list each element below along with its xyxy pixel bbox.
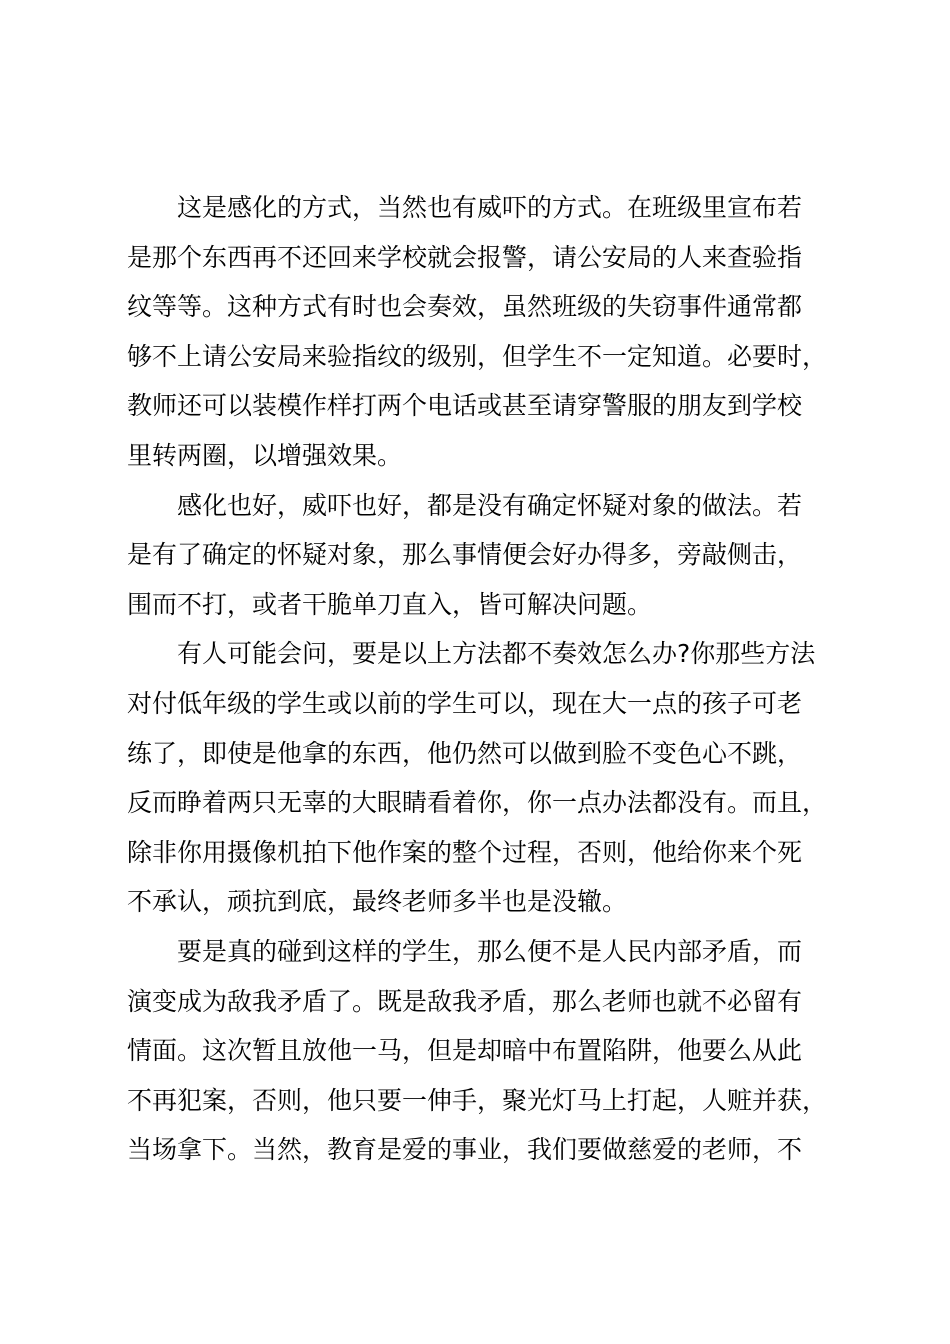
text-line: 有人可能会问，要是以上方法都不奏效怎么办?你那些方法 [127, 639, 816, 669]
text-line: 不再犯案，否则，他只要一伸手，聚光灯马上打起，人赃并获， [127, 1085, 828, 1115]
text-line: 纹等等。这种方式有时也会奏效，虽然班级的失窃事件通常都 [127, 292, 803, 322]
paragraph [127, 481, 847, 630]
text-line: 是那个东西再不还回来学校就会报警，请公安局的人来查验指 [127, 242, 803, 272]
paragraph [127, 927, 847, 1175]
text-line: 不承认，顽抗到底，最终老师多半也是没辙。 [127, 887, 628, 917]
text-line: 这是感化的方式，当然也有威吓的方式。在班级里宣布若 [127, 193, 803, 222]
text-line: 除非你用摄像机拍下他作案的整个过程，否则，他给你来个死 [127, 837, 803, 867]
text-line: 要是真的碰到这样的学生，那么便不是人民内部矛盾，而 [127, 936, 803, 966]
text-line: 当场拿下。当然，教育是爱的事业，我们要做慈爱的老师，不 [127, 1135, 803, 1165]
text-line: 演变成为敌我矛盾了。既是敌我矛盾，那么老师也就不必留有 [127, 986, 803, 1016]
text-line: 围而不打，或者干脆单刀直入，皆可解决问题。 [127, 589, 653, 619]
paragraph [127, 183, 847, 481]
text-line: 教师还可以装模作样打两个电话或甚至请穿警服的朋友到学校 [127, 391, 803, 421]
text-line: 反而睁着两只无辜的大眼睛看着你，你一点办法都没有。而且， [127, 788, 828, 818]
text-line: 练了，即使是他拿的东西，他仍然可以做到脸不变色心不跳， [127, 738, 803, 768]
text-line: 对付低年级的学生或以前的学生可以，现在大一点的孩子可老 [127, 688, 803, 718]
text-line: 够不上请公安局来验指纹的级别，但学生不一定知道。必要时， [127, 341, 828, 371]
paragraph [127, 629, 847, 927]
text-line: 情面。这次暂且放他一马，但是却暗中布置陷阱，他要么从此 [127, 1036, 803, 1066]
text-line: 感化也好，威吓也好，都是没有确定怀疑对象的做法。若 [127, 490, 803, 520]
document-body [127, 183, 847, 1175]
text-line: 是有了确定的怀疑对象，那么事情便会好办得多，旁敲侧击， [127, 540, 803, 570]
text-line: 里转两圈，以增强效果。 [127, 440, 403, 470]
